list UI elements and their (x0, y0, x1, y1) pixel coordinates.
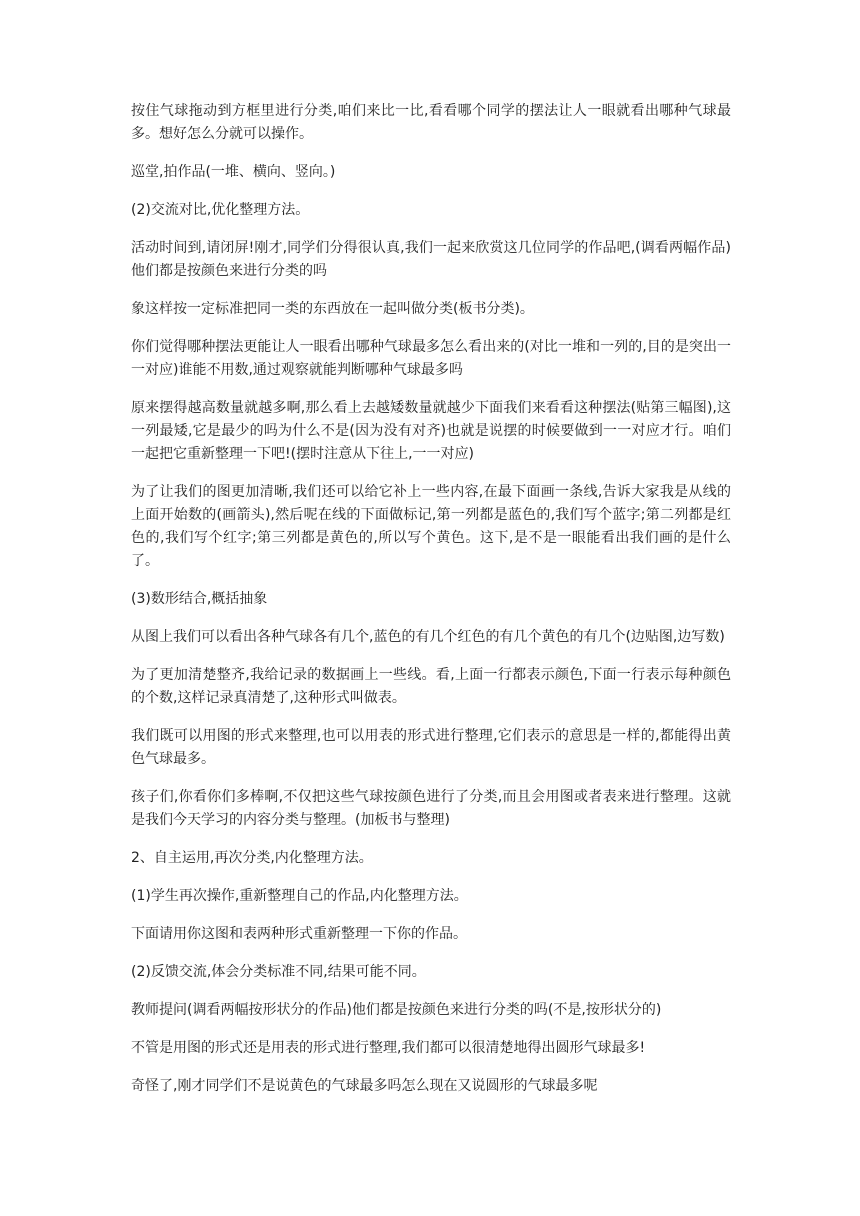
section-heading-sub-2: (2)反馈交流,体会分类标准不同,结果可能不同。 (131, 964, 426, 980)
section-heading-part-2: 2、自主运用,再次分类,内化整理方法。 (131, 850, 373, 866)
paragraph-19: 不管是用图的形式还是用表的形式进行整理,我们都可以很清楚地得出圆形气球最多! (131, 1040, 646, 1056)
document-body (131, 100, 731, 1113)
paragraph-1: 按住气球拖动到方框里进行分类,咱们来比一比,看看哪个同学的摆法让人一眼就看出哪种气球最多。想好怎么分就可以操作。 (131, 103, 731, 142)
paragraph-2: 巡堂,拍作品(一堆、横向、竖向。) (131, 164, 336, 180)
paragraph-13: 孩子们,你看你们多棒啊,不仅把这些气球按颜色进行了分类,而且会用图或者表来进行整理。这就是我们今天学习的内容分类与整理。(加板书与整理) (131, 789, 731, 828)
paragraph-6: 你们觉得哪种摆法更能让人一眼看出哪种气球最多怎么看出来的(对比一堆和一列的,目的是突出一一对应)谁能不用数,通过观察就能判断哪种气球最多吗 (131, 339, 731, 378)
paragraph-4: 活动时间到,请闭屏!刚才,同学们分得很认真,我们一起来欣赏这几位同学的作品吧,(调看两幅作品)他们都是按颜色来进行分类的吗 (131, 240, 731, 279)
paragraph-20: 奇怪了,刚才同学们不是说黄色的气球最多吗怎么现在又说圆形的气球最多呢 (131, 1078, 598, 1094)
paragraph-16: 下面请用你这图和表两种形式重新整理一下你的作品。 (131, 926, 467, 942)
section-heading-3: (3)数形结合,概括抽象 (131, 591, 268, 607)
paragraph-10: 从图上我们可以看出各种气球各有几个,蓝色的有几个红色的有几个黄色的有几个(边贴图,边写数) (131, 629, 725, 645)
paragraph-5: 象这样按一定标准把同一类的东西放在一起叫做分类(板书分类)。 (131, 301, 534, 317)
paragraph-11: 为了更加清楚整齐,我给记录的数据画上一些线。看,上面一行都表示颜色,下面一行表示每种颜色的个数,这样记录真清楚了,这种形式叫做表。 (131, 667, 731, 706)
paragraph-12: 我们既可以用图的形式来整理,也可以用表的形式进行整理,它们表示的意思是一样的,都能得出黄色气球最多。 (131, 728, 731, 767)
paragraph-18: 教师提问(调看两幅按形状分的作品)他们都是按颜色来进行分类的吗(不是,按形状分的) (131, 1002, 662, 1018)
section-heading-2: (2)交流对比,优化整理方法。 (131, 202, 310, 218)
section-heading-sub-1: (1)学生再次操作,重新整理自己的作品,内化整理方法。 (131, 888, 468, 904)
paragraph-8: 为了让我们的图更加清晰,我们还可以给它补上一些内容,在最下面画一条线,告诉大家我是从线的上面开始数的(画箭头),然后呢在线的下面做标记,第一列都是蓝色的,我们写个蓝字;第二列都是红色的,我们写个红字;第三列都是黄色的,所以写个黄色。这下,是不是一眼能看出我们画的是什么了。 (131, 484, 731, 569)
paragraph-7: 原来摆得越高数量就越多啊,那么看上去越矮数量就越少下面我们来看看这种摆法(贴第三幅图),这一列最矮,它是最少的吗为什么不是(因为没有对齐)也就是说摆的时候要做到一一对应才行。咱们一起把它重新整理一下吧!(摆时注意从下往上,一一对应) (131, 400, 731, 462)
